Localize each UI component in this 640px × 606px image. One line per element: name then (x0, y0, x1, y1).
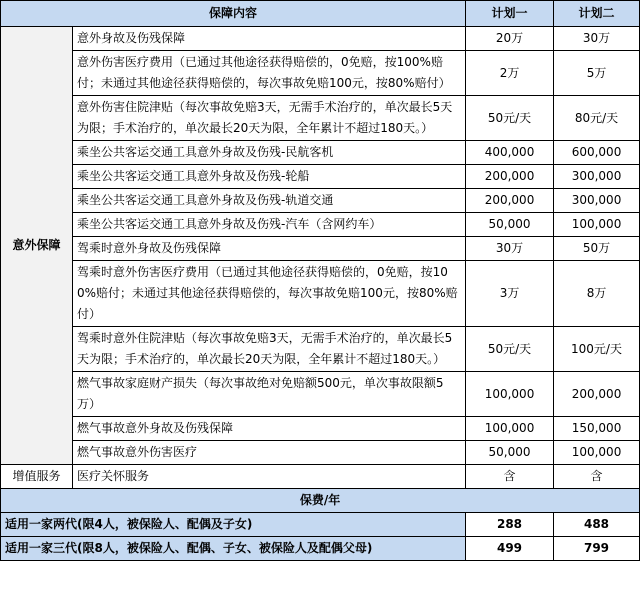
plan-2-value: 300,000 (554, 189, 640, 213)
coverage-item: 乘坐公共客运交通工具意外身故及伤残-汽车（含网约车） (73, 213, 466, 237)
coverage-item: 乘坐公共客运交通工具意外身故及伤残-轮船 (73, 165, 466, 189)
value-added-row (1, 465, 640, 489)
premium-row (1, 513, 640, 537)
plan-2-value: 50万 (554, 237, 640, 261)
plan-1-value: 50元/天 (466, 96, 554, 141)
coverage-item: 意外伤害医疗费用（已通过其他途径获得赔偿的，0免赔，按100%赔付；未通过其他途径获得赔偿的，每次事故免赔100元，按80%赔付） (73, 51, 466, 96)
coverage-item: 意外身故及伤残保障 (73, 27, 466, 51)
table-row (1, 189, 640, 213)
plan-2-value: 600,000 (554, 141, 640, 165)
plan-1-value: 2万 (466, 51, 554, 96)
header-plan-2: 计划二 (554, 1, 640, 27)
plan-2-value: 100元/天 (554, 327, 640, 372)
plan-2-value: 含 (554, 465, 640, 489)
premium-row (1, 537, 640, 561)
plan-2-value: 100,000 (554, 213, 640, 237)
coverage-item: 燃气事故家庭财产损失（每次事故绝对免赔额500元，单次事故限额5万） (73, 372, 466, 417)
coverage-item: 乘坐公共客运交通工具意外身故及伤残-民航客机 (73, 141, 466, 165)
plan-1-value: 200,000 (466, 165, 554, 189)
plan-1-value: 50,000 (466, 213, 554, 237)
table-row (1, 27, 640, 51)
coverage-item: 医疗关怀服务 (73, 465, 466, 489)
table-row (1, 165, 640, 189)
plan-2-value: 200,000 (554, 372, 640, 417)
coverage-item: 驾乘时意外身故及伤残保障 (73, 237, 466, 261)
table-row (1, 51, 640, 96)
plan-1-value: 50,000 (466, 441, 554, 465)
plan-1-value: 20万 (466, 27, 554, 51)
table-row (1, 261, 640, 327)
table-row (1, 372, 640, 417)
table-row (1, 213, 640, 237)
plan-1-value: 3万 (466, 261, 554, 327)
premium-label: 适用一家三代(限8人，被保险人、配偶、子女、被保险人及配偶父母) (1, 537, 466, 561)
premium-plan-2: 799 (554, 537, 640, 561)
plan-1-value: 200,000 (466, 189, 554, 213)
header-content: 保障内容 (1, 1, 466, 27)
table-row (1, 141, 640, 165)
premium-label: 适用一家两代(限4人，被保险人、配偶及子女) (1, 513, 466, 537)
premium-plan-2: 488 (554, 513, 640, 537)
plan-2-value: 100,000 (554, 441, 640, 465)
plan-1-value: 含 (466, 465, 554, 489)
premium-section-row (1, 489, 640, 513)
coverage-item: 意外伤害住院津贴（每次事故免赔3天，无需手术治疗的，单次最长5天为限；手术治疗的，单次最长20天为限，全年累计不超过180天。） (73, 96, 466, 141)
coverage-item: 燃气事故意外身故及伤残保障 (73, 417, 466, 441)
header-row (1, 1, 640, 27)
plan-2-value: 80元/天 (554, 96, 640, 141)
coverage-item: 驾乘时意外伤害医疗费用（已通过其他途径获得赔偿的，0免赔，按100%赔付；未通过其他途径获得赔偿的，每次事故免赔100元，按80%赔付） (73, 261, 466, 327)
premium-plan-1: 499 (466, 537, 554, 561)
plan-2-value: 150,000 (554, 417, 640, 441)
plan-2-value: 5万 (554, 51, 640, 96)
plan-2-value: 30万 (554, 27, 640, 51)
plan-1-value: 400,000 (466, 141, 554, 165)
coverage-item: 驾乘时意外住院津贴（每次事故免赔3天，无需手术治疗的，单次最长5天为限；手术治疗的，单次最长20天为限，全年累计不超过180天。） (73, 327, 466, 372)
premium-section-title: 保费/年 (1, 489, 640, 513)
table-row (1, 327, 640, 372)
plan-2-value: 300,000 (554, 165, 640, 189)
category-value-added: 增值服务 (1, 465, 73, 489)
plan-2-value: 8万 (554, 261, 640, 327)
plan-1-value: 100,000 (466, 417, 554, 441)
coverage-item: 燃气事故意外伤害医疗 (73, 441, 466, 465)
header-plan-1: 计划一 (466, 1, 554, 27)
plan-1-value: 30万 (466, 237, 554, 261)
category-accident: 意外保障 (1, 27, 73, 465)
table-row (1, 441, 640, 465)
plan-1-value: 50元/天 (466, 327, 554, 372)
plan-1-value: 100,000 (466, 372, 554, 417)
table-row (1, 237, 640, 261)
premium-plan-1: 288 (466, 513, 554, 537)
table-row (1, 96, 640, 141)
table-row (1, 417, 640, 441)
coverage-item: 乘坐公共客运交通工具意外身故及伤残-轨道交通 (73, 189, 466, 213)
